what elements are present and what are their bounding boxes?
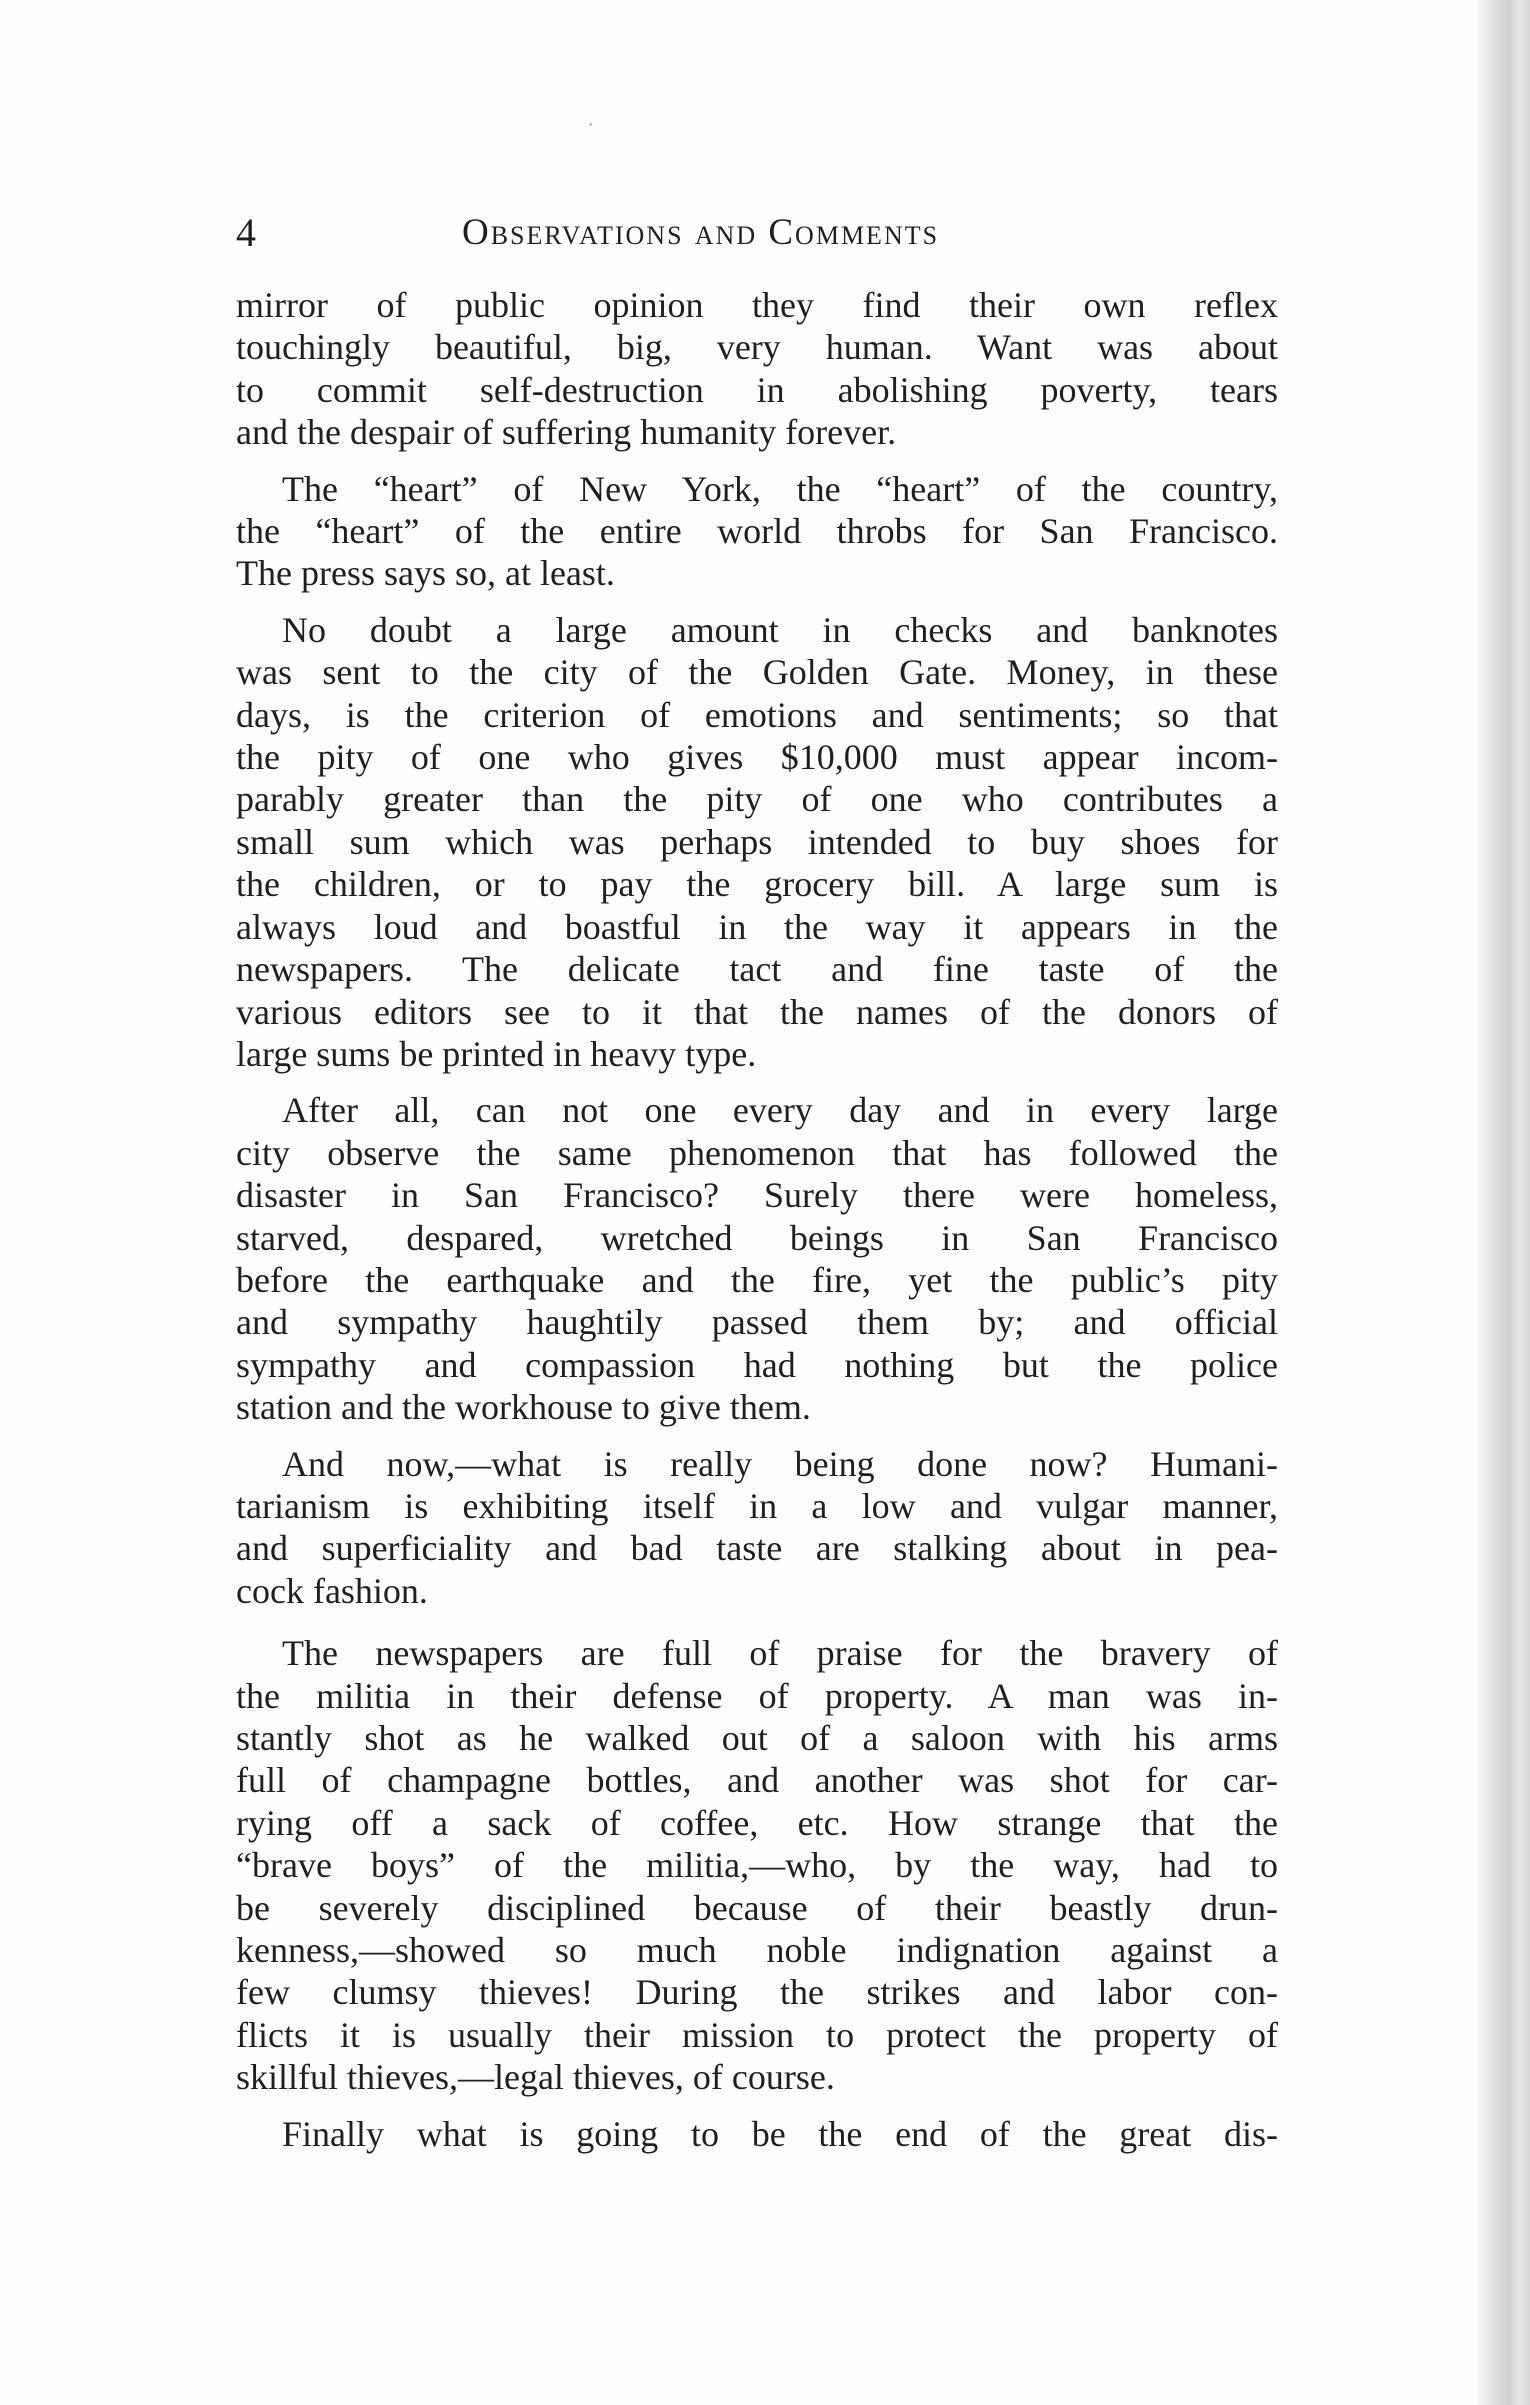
text-line: “brave boys” of the militia,—who, by the way, had to (236, 1845, 1278, 1886)
text-line: various editors see to it that the names of the donors of (236, 991, 1278, 1032)
text-line: cock fashion. (236, 1570, 428, 1611)
text-line: and the despair of suffering humanity forever. (236, 412, 897, 453)
text-line: be severely disciplined because of their beastly drun- (236, 1887, 1278, 1928)
page-gutter-shadow (1478, 0, 1530, 2405)
paragraph-militia (236, 1632, 1278, 2098)
paragraph-continuation (236, 284, 1278, 454)
text-line: After all, can not one every day and in every large (282, 1090, 1278, 1131)
text-line: Finally what is going to be the end of the great dis- (282, 2113, 1278, 2154)
text-line: full of champagne bottles, and another was shot for car- (236, 1760, 1278, 1801)
text-line: station and the workhouse to give them. (236, 1387, 811, 1428)
paper-speck (589, 123, 592, 126)
paragraph-donations (236, 609, 1278, 1075)
text-line: and superficiality and bad taste are stalking about in pea- (236, 1528, 1278, 1569)
text-line: large sums be printed in heavy type. (236, 1033, 757, 1074)
text-line: days, is the criterion of emotions and sentiments; so that (236, 694, 1278, 735)
running-head (236, 206, 1286, 266)
text-line: always loud and boastful in the way it appears in the (236, 906, 1278, 947)
running-title: Observations and Comments (462, 212, 940, 253)
text-line: touchingly beautiful, big, very human. Want was about (236, 327, 1278, 368)
text-line: The newspapers are full of praise for the bravery of (282, 1633, 1278, 1674)
text-line: starved, despared, wretched beings in San Francisco (236, 1217, 1278, 1258)
text-line: rying off a sack of coffee, etc. How strange that the (236, 1802, 1278, 1843)
text-line: the “heart” of the entire world throbs for San Francisco. (236, 511, 1278, 552)
text-line: small sum which was perhaps intended to buy shoes for (236, 821, 1278, 862)
paragraph-and-now (236, 1443, 1278, 1613)
text-line: And now,—what is really being done now? Humani- (282, 1443, 1278, 1484)
paragraph-after-all (236, 1089, 1278, 1428)
text-line: to commit self-destruction in abolishing poverty, tears (236, 369, 1278, 410)
text-line: tarianism is exhibiting itself in a low and vulgar manner, (236, 1485, 1278, 1526)
text-line: stantly shot as he walked out of a saloon with his arms (236, 1718, 1278, 1758)
paragraph-heart (236, 468, 1278, 595)
text-line: newspapers. The delicate tact and fine taste of the (236, 949, 1278, 990)
text-line: the pity of one who gives $10,000 must appear incom- (236, 737, 1278, 778)
text-line: and sympathy haughtily passed them by; and official (236, 1302, 1278, 1343)
paragraph-finally (236, 2113, 1278, 2155)
text-line: parably greater than the pity of one who contributes a (236, 779, 1278, 820)
text-line: the militia in their defense of property. A man was in- (236, 1675, 1278, 1716)
text-line: the children, or to pay the grocery bill. A large sum is (236, 864, 1278, 905)
text-line: mirror of public opinion they find their own reflex (236, 285, 1278, 325)
text-line: The press says so, at least. (236, 553, 615, 594)
text-line: kenness,—showed so much noble indignation against a (236, 1930, 1278, 1971)
text-line: city observe the same phenomenon that has followed the (236, 1132, 1278, 1173)
text-line: disaster in San Francisco? Surely there were homeless, (236, 1175, 1278, 1216)
text-line: was sent to the city of the Golden Gate. Money, in these (236, 652, 1278, 693)
page-number: 4 (236, 210, 256, 255)
text-line: skillful thieves,—legal thieves, of course. (236, 2057, 835, 2098)
text-line: flicts it is usually their mission to protect the property of (236, 2014, 1278, 2055)
text-line: sympathy and compassion had nothing but the police (236, 1344, 1278, 1385)
text-line: No doubt a large amount in checks and banknotes (282, 609, 1278, 650)
text-line: before the earthquake and the fire, yet the public’s pity (236, 1259, 1278, 1300)
text-line: few clumsy thieves! During the strikes and labor con- (236, 1972, 1278, 2013)
text-line: The “heart” of New York, the “heart” of the country, (282, 468, 1278, 509)
body-text (236, 284, 1278, 2155)
